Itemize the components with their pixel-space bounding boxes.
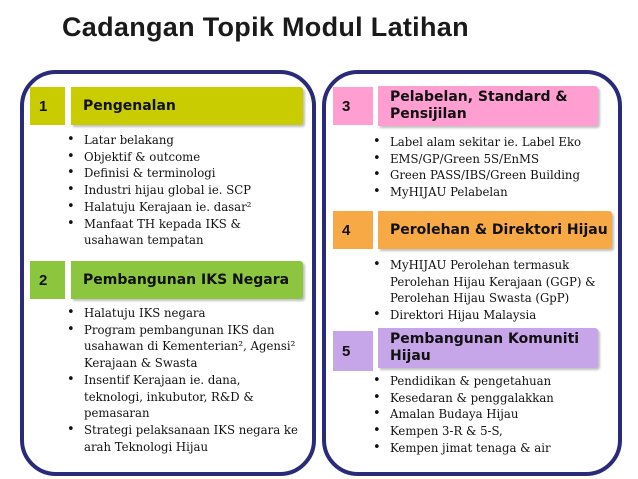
- section-2-heading: Pembangunan IKS Negara: [71, 261, 303, 299]
- list-item: • MyHIJAU Perolehan termasuk Perolehan Hijau Kerajaan (GGP) & Perolehan Hijau Swasta (GpP): [370, 257, 616, 307]
- list-item: • MyHIJAU Pelabelan: [370, 184, 620, 201]
- section-5-number: 5: [333, 331, 373, 371]
- list-item: • Industri hijau global ie. SCP: [64, 182, 304, 199]
- section-5-list: [370, 373, 614, 457]
- list-item: • Halatuju Kerajaan ie. dasar²: [64, 199, 304, 216]
- section-1-list: [64, 132, 304, 249]
- list-item: • Amalan Budaya Hijau: [370, 406, 614, 423]
- list-item: • Halatuju IKS negara: [64, 305, 306, 322]
- section-1-number: 1: [30, 87, 65, 125]
- list-item: • Program pembangunan IKS dan usahawan di Kementerian², Agensi² Kerajaan & Swasta: [64, 322, 306, 372]
- section-1-heading: Pengenalan: [71, 87, 303, 125]
- list-item: • Direktori Hijau Malaysia: [370, 307, 614, 324]
- section-3-list: [370, 134, 620, 201]
- list-item: • Objektif & outcome: [64, 149, 304, 166]
- list-item: • Kempen jimat tenaga & air: [370, 440, 614, 457]
- section-4-number: 4: [333, 211, 373, 249]
- list-item: • Insentif Kerajaan ie. dana, teknologi, inkubutor, R&D & pemasaran: [64, 372, 284, 422]
- list-item: • Green PASS/IBS/Green Building: [370, 167, 620, 184]
- list-item: • Kempen 3-R & 5-S,: [370, 423, 614, 440]
- list-item: • Pendidikan & pengetahuan: [370, 373, 614, 390]
- page-title: Cadangan Topik Modul Latihan: [62, 12, 469, 42]
- list-item: • Latar belakang: [64, 132, 304, 149]
- section-5-heading: Pembangunan Komuniti Hijau: [378, 328, 598, 368]
- list-item: • Kesedaran & penggalakkan: [370, 390, 614, 407]
- list-item: • Definisi & terminologi: [64, 165, 304, 182]
- list-item: • Manfaat TH kepada IKS & usahawan tempatan: [64, 216, 256, 249]
- section-4-list: [370, 257, 614, 324]
- list-item: • EMS/GP/Green 5S/EnMS: [370, 151, 620, 168]
- section-3-number: 3: [333, 87, 373, 125]
- section-2-number: 2: [30, 261, 65, 299]
- section-2-list: [64, 305, 306, 455]
- list-item: • Strategi pelaksanaan IKS negara ke arah Teknologi Hijau: [64, 422, 306, 455]
- list-item: • Label alam sekitar ie. Label Eko: [370, 134, 620, 151]
- section-3-heading: Pelabelan, Standard & Pensijilan: [378, 86, 598, 126]
- section-4-heading: Perolehan & Direktori Hijau: [378, 211, 612, 249]
